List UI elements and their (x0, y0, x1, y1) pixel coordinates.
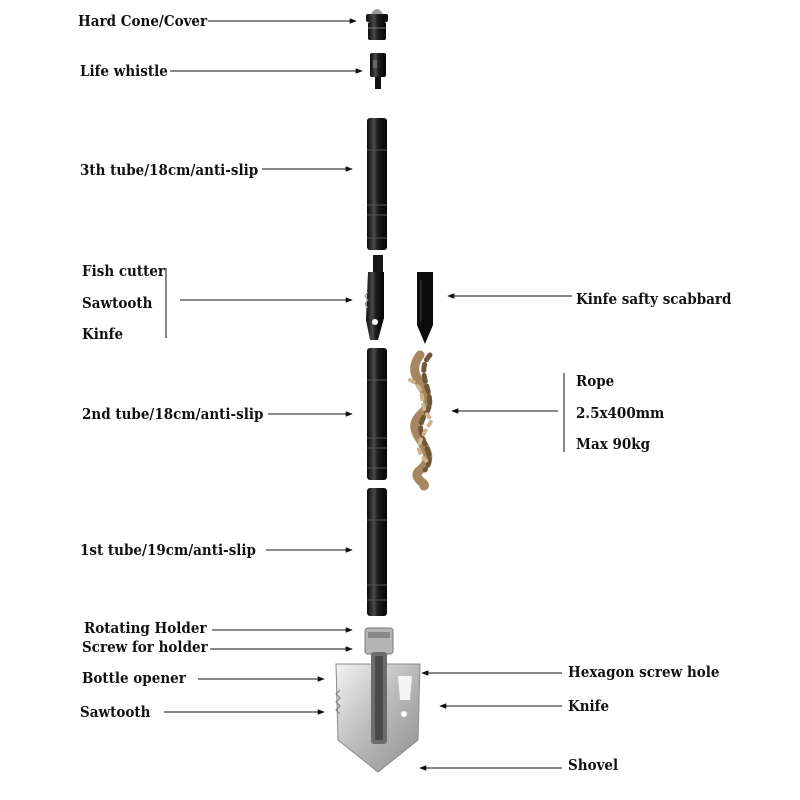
label-knife: Knife (568, 697, 610, 715)
label-shovel: Shovel (568, 756, 619, 774)
knife-part (365, 255, 384, 340)
label-sawtooth-shovel: Sawtooth (80, 703, 151, 721)
label-life-whistle: Life whistle (80, 62, 168, 80)
label-scabbard: Kinfe safty scabbard (576, 290, 732, 308)
label-sawtooth-knife: Sawtooth (82, 294, 153, 312)
rope-part (410, 355, 432, 486)
label-hard-cone: Hard Cone/Cover (78, 12, 208, 30)
third-tube-part (367, 118, 387, 250)
shovel-part (336, 628, 420, 772)
scabbard-part (417, 272, 433, 344)
hard-cone-part (366, 9, 388, 40)
label-third-tube: 3th tube/18cm/anti-slip (80, 161, 259, 179)
label-bottle-opener: Bottle opener (82, 669, 186, 687)
label-rope-size: 2.5x400mm (576, 404, 665, 422)
label-kinfe: Kinfe (82, 325, 124, 343)
label-fish-cutter: Fish cutter (82, 262, 166, 280)
label-screw-holder: Screw for holder (82, 638, 208, 656)
label-second-tube: 2nd tube/18cm/anti-slip (82, 405, 264, 423)
label-hexagon-hole: Hexagon screw hole (568, 663, 720, 681)
label-rope: Rope (576, 372, 615, 390)
life-whistle-part (370, 53, 386, 89)
second-tube-part (367, 348, 387, 480)
label-rotating-holder: Rotating Holder (84, 619, 207, 637)
label-rope-max: Max 90kg (576, 435, 651, 453)
label-first-tube: 1st tube/19cm/anti-slip (80, 541, 256, 559)
first-tube-part (367, 488, 387, 616)
